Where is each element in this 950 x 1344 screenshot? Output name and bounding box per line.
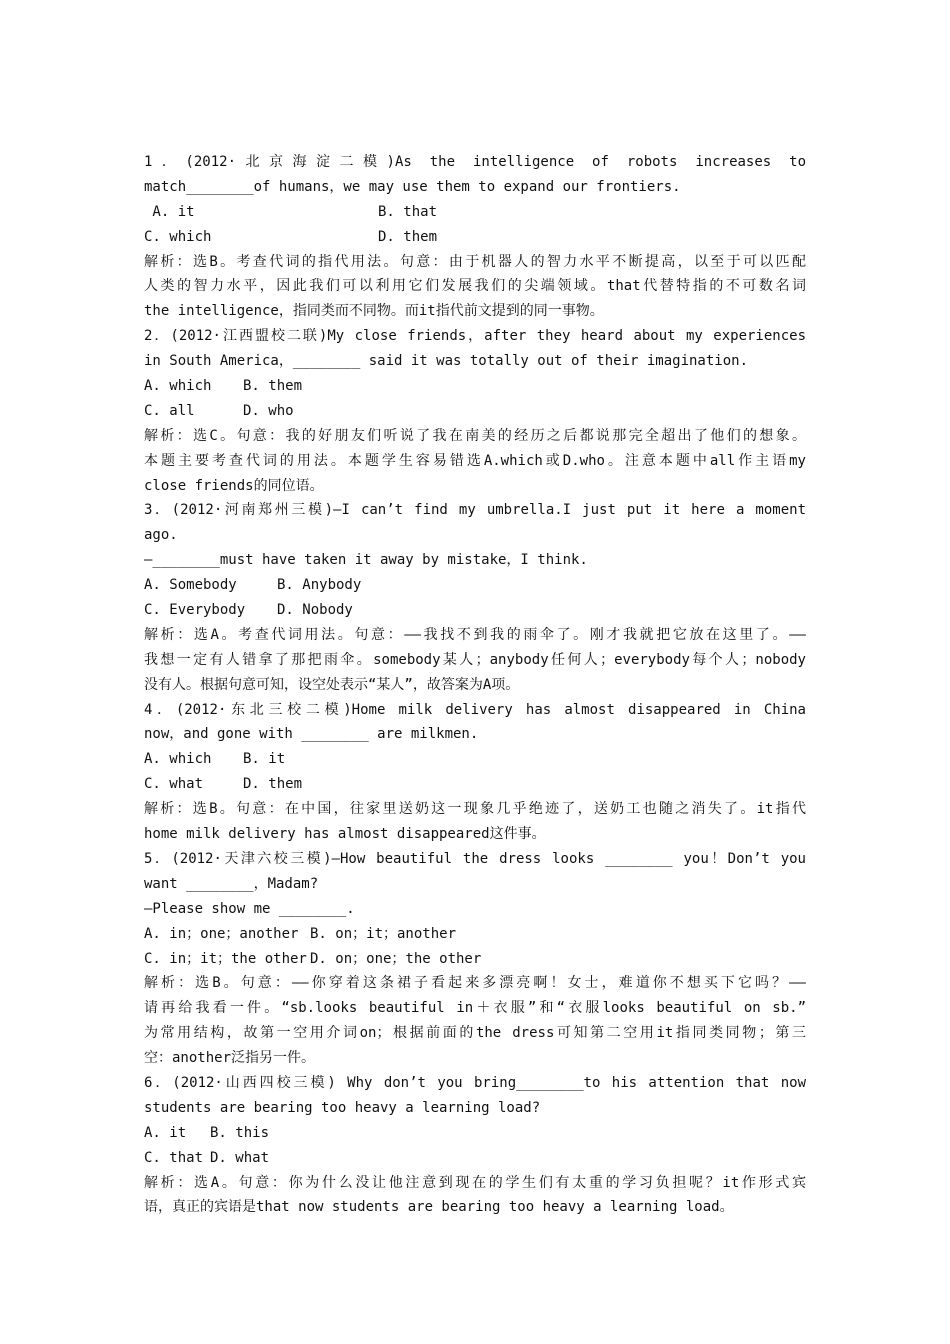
question-stem-line: 5．(2012·天津六校三模)—How beautiful the dress looks ________ you！Don’t you: [144, 850, 806, 867]
options-row: [144, 947, 806, 972]
options-row: [144, 598, 806, 623]
document-body: [144, 150, 806, 1220]
analysis-line: 空：another泛指另一件。: [144, 1050, 316, 1067]
question-4: [144, 698, 806, 847]
options-row: [144, 747, 806, 772]
analysis-line: 人类的智力水平，因此我们可以利用它们发展我们的尖端领域。that代替特指的不可数名词: [144, 278, 806, 295]
option-item: A. it: [144, 1124, 187, 1141]
option-item: B. them: [243, 378, 303, 395]
analysis-line: home milk delivery has almost disappeared这件事。: [144, 826, 546, 843]
question-2: [144, 324, 806, 498]
options-row: [144, 772, 806, 797]
question-5: [144, 847, 806, 1071]
question-stem-line: match________of humans，we may use them to expand our frontiers.: [144, 178, 681, 195]
option-item: C. which: [144, 228, 212, 245]
option-item: D. who: [243, 402, 294, 419]
analysis-line: 解析：选A。考查代词用法。句意：——我找不到我的雨伞了。刚才我就把它放在这里了。——: [144, 626, 806, 643]
question-stem-line: —________must have taken it away by mistake，I think.: [144, 552, 588, 569]
options-row: [144, 399, 806, 424]
option-item: A. which: [144, 751, 212, 768]
option-item: B. Anybody: [277, 577, 362, 594]
option-item: B. that: [378, 203, 438, 220]
question-stem-line: 1．(2012·北京海淀二模)As the intelligence of robots increases to: [144, 154, 806, 170]
options-row: [144, 225, 806, 250]
option-item: B. on；it；another: [310, 925, 457, 942]
analysis-line: 解析：选C。句意：我的好朋友们听说了我在南美的经历之后都说那完全超出了他们的想象。: [144, 427, 806, 444]
question-stem-line: 6．(2012·山西四校三模) Why don’t you bring________to his attention that now: [144, 1074, 806, 1091]
question-stem-line: now，and gone with ________ are milkmen.: [144, 726, 479, 743]
options-row: [144, 374, 806, 399]
question-stem-line: in South America，________ said it was totally out of their imagination.: [144, 353, 749, 370]
question-stem-line: 3．(2012·河南郑州三模)—I can’t find my umbrella.I just put it here a moment: [144, 502, 806, 519]
analysis-line: 解析：选B。句意：——你穿着这条裙子看起来多漂亮啊！女士，难道你不想买下它吗？——: [144, 975, 806, 992]
analysis-line: 解析：选A。句意：你为什么没让他注意到现在的学生们有太重的学习负担呢？it作形式宾: [144, 1174, 806, 1191]
question-1: [144, 150, 806, 324]
question-3: [144, 498, 806, 697]
option-item: D. on；one；the other: [310, 950, 482, 967]
option-item: B. this: [210, 1124, 270, 1141]
option-item: D. what: [210, 1149, 270, 1166]
analysis-line: 语，真正的宾语是that now students are bearing too heavy a learning load。: [144, 1199, 734, 1216]
option-item: D. Nobody: [277, 602, 353, 619]
option-item: A. in；one；another: [144, 925, 299, 942]
question-stem-line: ago.: [144, 527, 178, 544]
option-item: C. that: [144, 1149, 204, 1166]
option-item: A. which: [144, 378, 212, 395]
analysis-line: 解析：选B。考查代词的指代用法。句意：由于机器人的智力水平不断提高，以至于可以匹配: [144, 253, 806, 270]
options-row: [144, 922, 806, 947]
option-item: B. it: [243, 751, 286, 768]
analysis-line: 为常用结构，故第一空用介词on；根据前面的the dress可知第二空用it指同类同物；第三: [144, 1025, 806, 1042]
option-item: D. them: [378, 228, 438, 245]
options-row: [144, 200, 806, 225]
question-stem-line: —Please show me ________.: [144, 900, 355, 917]
analysis-line: close friends的同位语。: [144, 477, 324, 494]
analysis-line: 我想一定有人错拿了那把雨伞。somebody某人；anybody任何人；everybody每个人；nobody: [144, 651, 806, 668]
question-stem-line: 2．(2012·江西盟校二联)My close friends，after they heard about my experiences: [144, 328, 806, 345]
options-row: [144, 1121, 806, 1146]
analysis-line: 本题主要考查代词的用法。本题学生容易错选A.which或D.who。注意本题中all作主语my: [144, 452, 806, 469]
analysis-line: 请再给我看一件。“sb.looks beautiful in＋衣服”和“衣服looks beautiful on sb.”: [144, 1000, 806, 1017]
question-stem-line: 4．(2012·东北三校二模)Home milk delivery has almost disappeared in China: [144, 701, 806, 718]
question-stem-line: want ________，Madam?: [144, 875, 319, 892]
options-row: [144, 1146, 806, 1171]
options-row: [144, 573, 806, 598]
option-item: A. it: [144, 203, 195, 220]
question-6: [144, 1071, 806, 1220]
option-item: C. what: [144, 776, 204, 793]
option-item: C. Everybody: [144, 602, 246, 619]
option-item: C. in；it；the other: [144, 950, 307, 967]
analysis-line: 没有人。根据句意可知，设空处表示“某人”，故答案为A项。: [144, 676, 520, 693]
question-stem-line: students are bearing too heavy a learning load?: [144, 1099, 541, 1116]
analysis-line: 解析：选B。句意：在中国，往家里送奶这一现象几乎绝迹了，送奶工也随之消失了。it指代: [144, 801, 806, 818]
analysis-line: the intelligence，指同类而不同物。而it指代前文提到的同一事物。: [144, 303, 604, 320]
option-item: D. them: [243, 776, 303, 793]
option-item: A. Somebody: [144, 577, 237, 594]
option-item: C. all: [144, 402, 195, 419]
